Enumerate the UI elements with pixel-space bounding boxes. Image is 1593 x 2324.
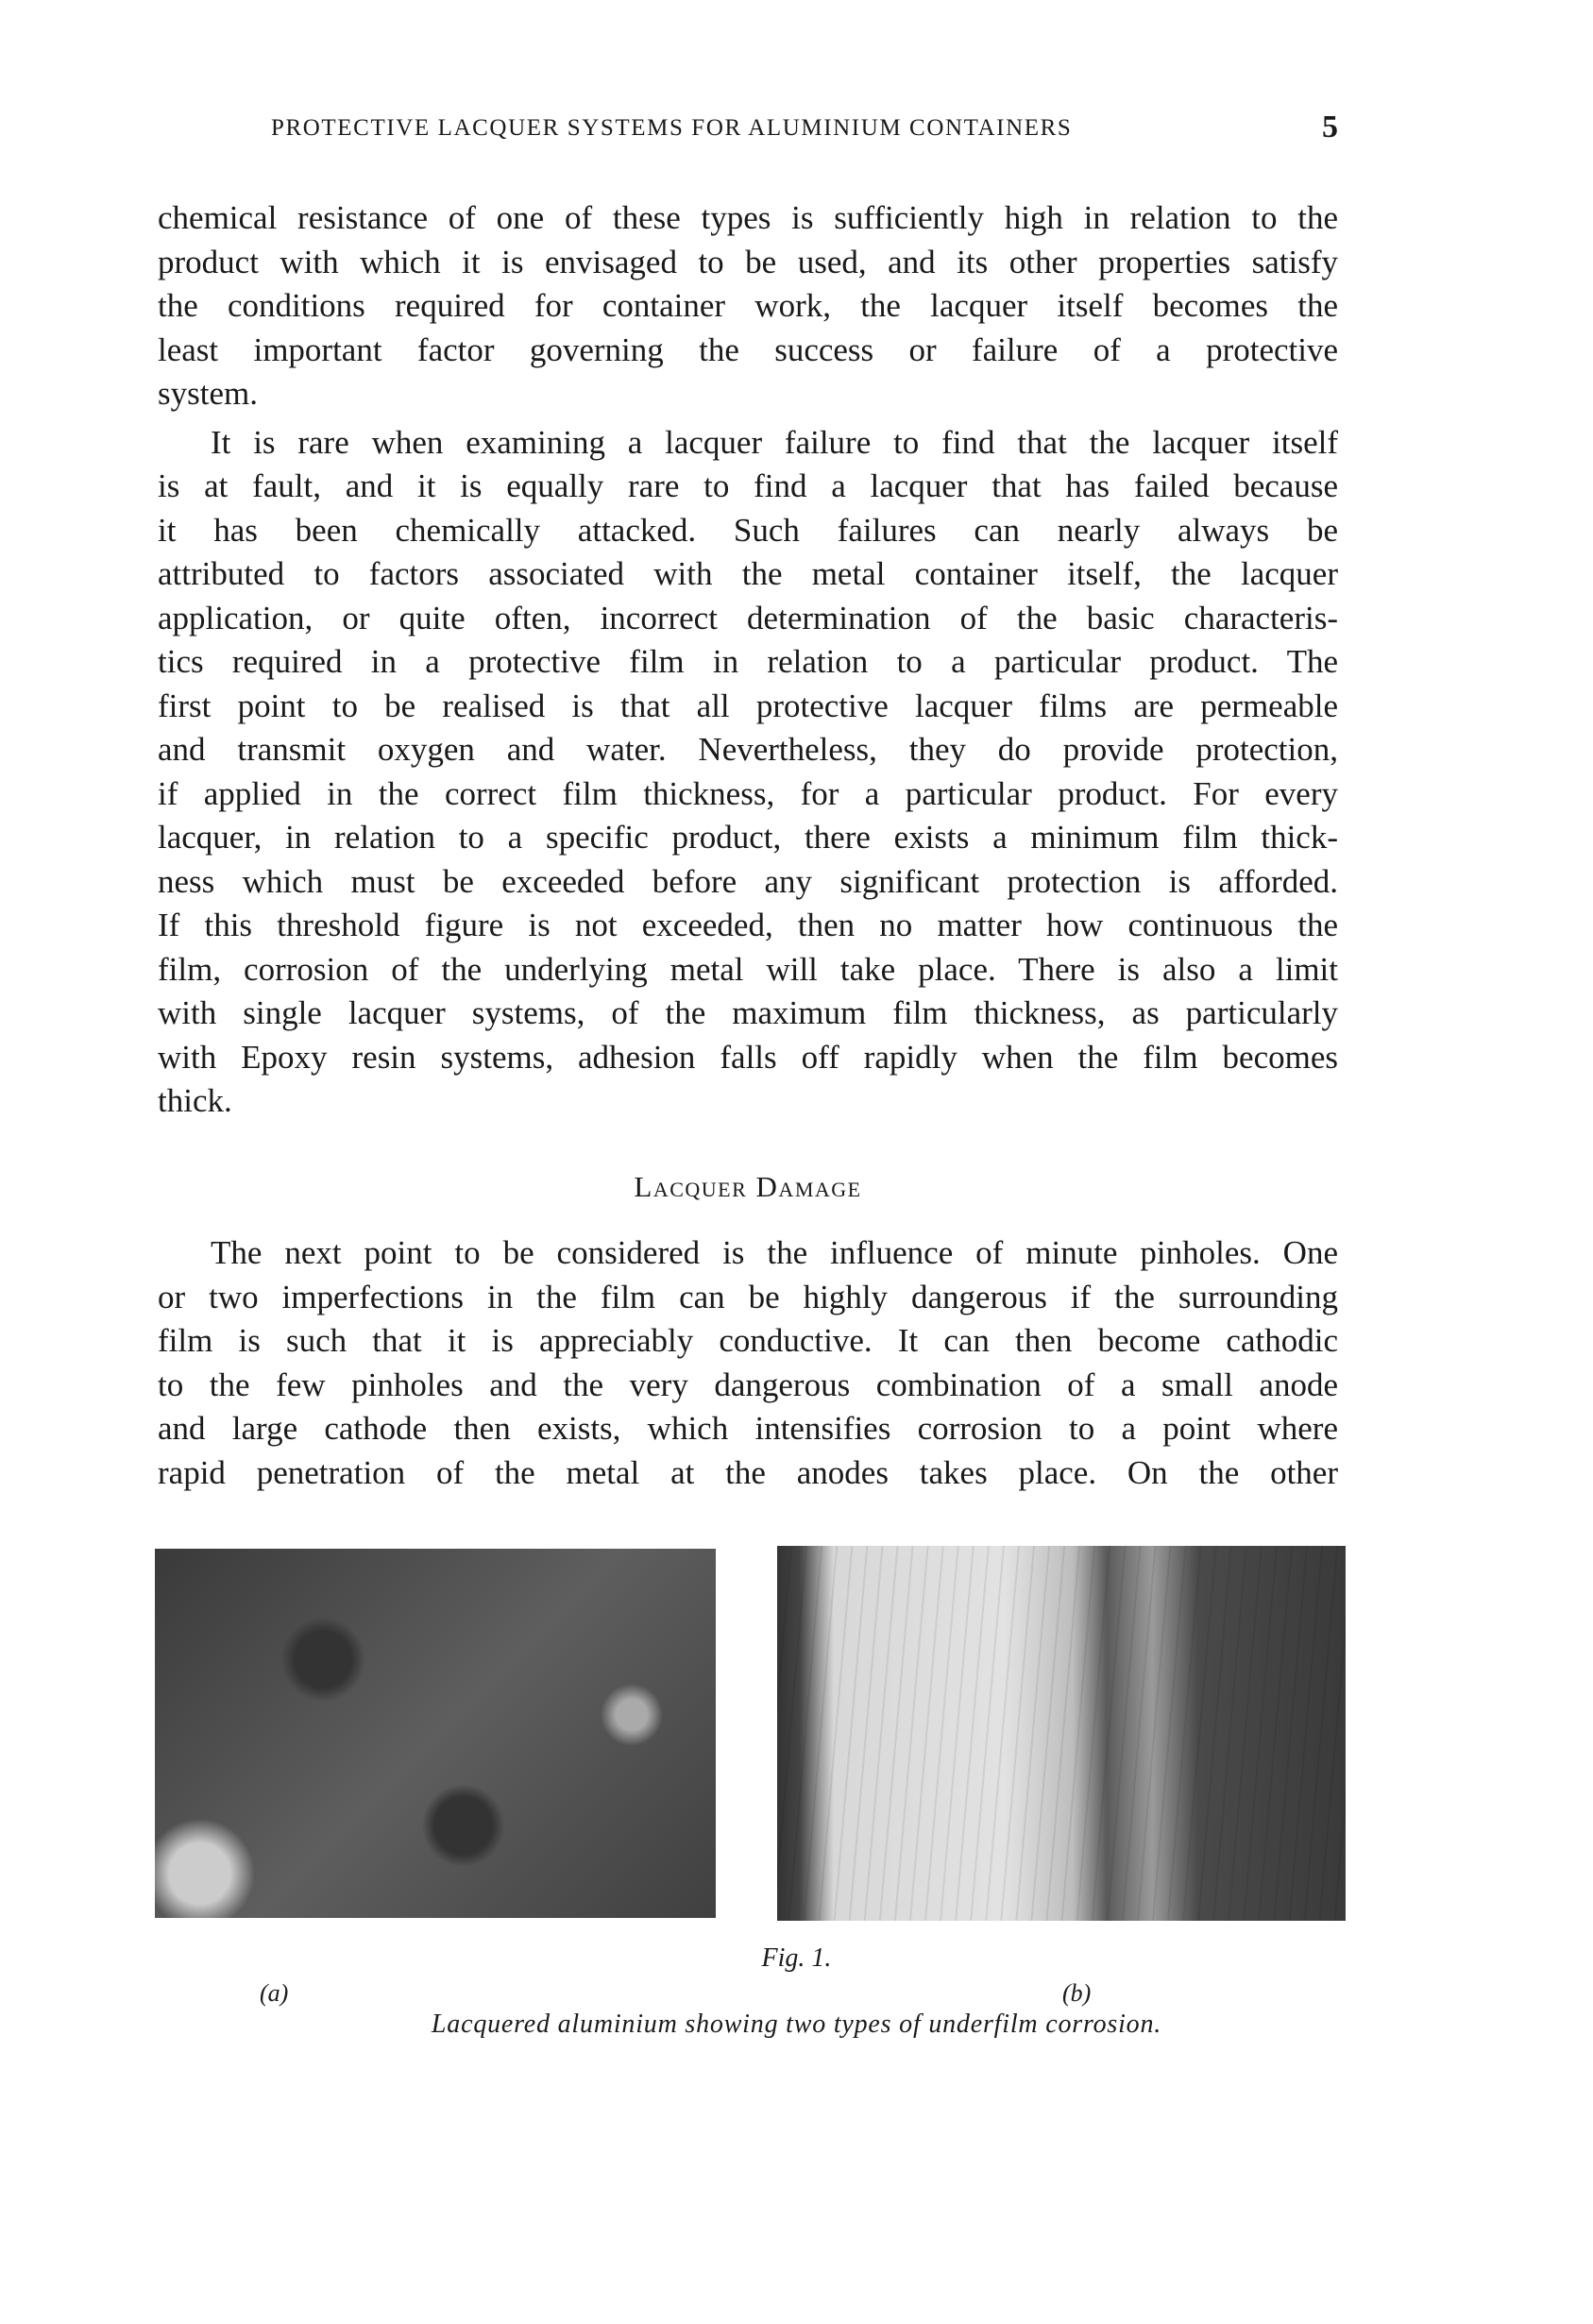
- figure-label: Fig. 1.: [761, 1943, 832, 1973]
- paragraph-3: [158, 1231, 1338, 1495]
- page-number: 5: [1322, 110, 1338, 144]
- text-line: rapid penetration of the metal at the anodes takes place. On the other: [158, 1453, 1338, 1491]
- text-line: with single lacquer systems, of the maximum film thickness, as particularly: [158, 994, 1338, 1031]
- figure-1a-photo: [155, 1549, 716, 1918]
- section-heading: Lacquer Damage: [634, 1169, 862, 1203]
- text-line: ness which must be exceeded before any significant protection is afforded.: [158, 862, 1338, 900]
- text-line: application, or quite often, incorrect determination of the basic characteris-: [158, 599, 1338, 636]
- text-line: product with which it is envisaged to be used, and its other properties satisfy: [158, 243, 1338, 280]
- text-line: It is rare when examining a lacquer failure to find that the lacquer itself: [211, 423, 1338, 461]
- text-line: The next point to be considered is the influence of minute pinholes. One: [211, 1234, 1338, 1271]
- text-line: and transmit oxygen and water. Nevertheless, they do provide protection,: [158, 731, 1338, 768]
- text-line: If this threshold figure is not exceeded, then no matter how continuous the: [158, 907, 1338, 943]
- figure-sublabel-a: (a): [260, 1979, 289, 2007]
- text-line: tics required in a protective film in relation to a particular product. The: [158, 643, 1338, 680]
- text-line: least important factor governing the success or failure of a protective: [158, 331, 1338, 368]
- text-line: and large cathode then exists, which intensifies corrosion to a point where: [158, 1410, 1338, 1447]
- text-line: the conditions required for container work, the lacquer itself becomes the: [158, 287, 1338, 324]
- running-title: PROTECTIVE LACQUER SYSTEMS FOR ALUMINIUM CONTAINERS: [271, 115, 1073, 141]
- text-line: or two imperfections in the film can be highly dangerous if the surrounding: [158, 1278, 1338, 1315]
- running-header: [158, 111, 1338, 149]
- text-line: is at fault, and it is equally rare to find a lacquer that has failed because: [158, 467, 1338, 504]
- text-line: if applied in the correct film thickness, for a particular product. For every: [158, 774, 1338, 812]
- paragraph-2: [158, 421, 1338, 1124]
- figure-1b-photo: [777, 1546, 1346, 1921]
- text-line: chemical resistance of one of these types is sufficiently high in relation to the: [158, 199, 1338, 236]
- text-line: it has been chemically attacked. Such failures can nearly always be: [158, 511, 1338, 549]
- text-line: system.: [158, 375, 258, 412]
- body-text: [158, 196, 1338, 1500]
- text-line: attributed to factors associated with the metal container itself, the lacquer: [158, 555, 1338, 592]
- text-line: thick.: [158, 1082, 232, 1119]
- text-line: first point to be realised is that all protective lacquer films are permeable: [158, 687, 1338, 724]
- text-line: film, corrosion of the underlying metal will take place. There is also a limit: [158, 950, 1338, 988]
- paragraph-1: [158, 196, 1338, 416]
- text-line: lacquer, in relation to a specific product, there exists a minimum film thick-: [158, 819, 1338, 856]
- figure-caption: Lacquered aluminium showing two types of underfilm corrosion.: [431, 2010, 1162, 2039]
- figure-sublabel-b: (b): [1062, 1979, 1092, 2007]
- text-line: film is such that it is appreciably conductive. It can then become cathodic: [158, 1322, 1338, 1359]
- text-line: with Epoxy resin systems, adhesion falls off rapidly when the film becomes: [158, 1038, 1338, 1076]
- text-line: to the few pinholes and the very dangerous combination of a small anode: [158, 1366, 1338, 1403]
